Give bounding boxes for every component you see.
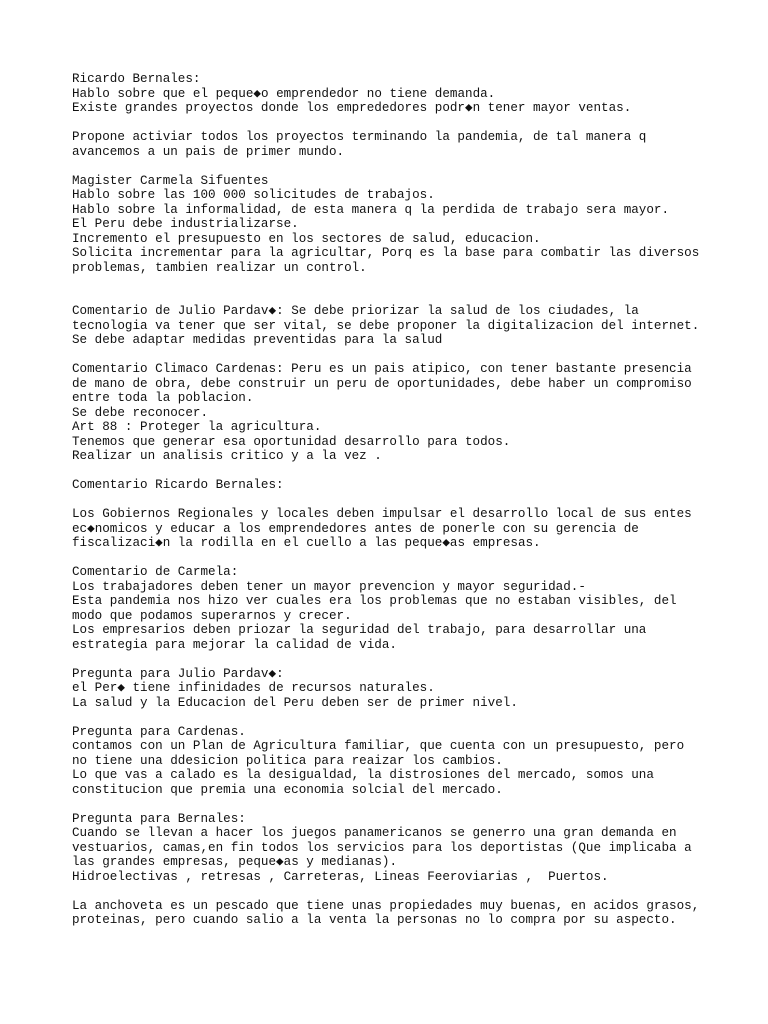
paragraph-ricardo-bernales xyxy=(72,72,712,116)
text-line: Tenemos que generar esa oportunidad desarrollo para todos. xyxy=(72,434,511,449)
document-page xyxy=(72,72,712,942)
text-line: Existe grandes proyectos donde los emprededores podr◆n tener mayor ventas. xyxy=(72,101,632,115)
paragraph-carmela-comment xyxy=(72,565,712,652)
text-line: Propone activiar todos los proyectos terminando la pandemia, de tal manera q xyxy=(72,130,647,144)
text-line: entre toda la poblacion. xyxy=(72,391,254,405)
text-line: Los empresarios deben priozar la seguridad del trabajo, para desarrollar una xyxy=(72,623,647,637)
text-line: de mano de obra, debe construir un peru de oportunidades, debe haber un compromiso xyxy=(72,376,692,391)
text-line: modo que podamos superarnos y crecer. xyxy=(72,608,352,623)
paragraph-gobiernos-regionales xyxy=(72,507,712,551)
text-line: Incremento el presupuesto en los sectores de salud, educacion. xyxy=(72,231,541,246)
text-line: Art 88 : Proteger la agricultura. xyxy=(72,420,322,434)
text-line: Los trabajadores deben tener un mayor prevencion y mayor seguridad.- xyxy=(72,579,586,594)
paragraph-ricardo-bernales-comment-heading xyxy=(72,478,712,493)
text-line: Comentario Ricardo Bernales: xyxy=(72,478,284,492)
paragraph-climaco-cardenas-comment xyxy=(72,362,712,464)
text-line: Pregunta para Cardenas. xyxy=(72,724,246,739)
paragraph-question-cardenas xyxy=(72,725,712,798)
text-line: La anchoveta es un pescado que tiene unas propiedades muy buenas, en acidos grasos, xyxy=(72,898,700,913)
paragraph-question-julio-pardave xyxy=(72,667,712,711)
text-line: ec◆nomicos y educar a los emprendedores antes de ponerle con su gerencia de xyxy=(72,521,639,536)
text-line: Hablo sobre las 100 000 solicitudes de trabajos. xyxy=(72,188,435,202)
text-line: Comentario Climaco Cardenas: Peru es un pais atipico, con tener bastante presencia xyxy=(72,362,692,376)
text-line: Solicita incrementar para la agricultar, Porq es la base para combatir las diversos xyxy=(72,246,700,260)
text-line: Los Gobiernos Regionales y locales deben impulsar el desarrollo local de sus entes xyxy=(72,507,692,521)
text-line: Hablo sobre que el peque◆o emprendedor no tiene demanda. xyxy=(72,86,496,101)
text-line: Ricardo Bernales: xyxy=(72,72,201,86)
text-line: contamos con un Plan de Agricultura familiar, que cuenta con un presupuesto, pero xyxy=(72,739,685,753)
text-line: Hidroelectivas , retresas , Carreteras, Lineas Feeroviarias , Puertos. xyxy=(72,869,609,884)
text-line: vestuarios, camas,en fin todos los servicios para los deportistas (Que implicaba a xyxy=(72,840,692,855)
paragraph-propone xyxy=(72,130,712,159)
text-line: no tiene una ddesicion politica para reaizar los cambios. xyxy=(72,753,503,768)
text-line: estrategia para mejorar la calidad de vida. xyxy=(72,637,397,652)
text-line: La salud y la Educacion del Peru deben ser de primer nivel. xyxy=(72,695,518,710)
text-line: Se debe reconocer. xyxy=(72,405,209,420)
text-line: Cuando se llevan a hacer los juegos panamericanos se generro una gran demanda en xyxy=(72,826,677,840)
text-line: Lo que vas a calado es la desigualdad, la distrosiones del mercado, somos una xyxy=(72,768,654,782)
text-line: Comentario de Julio Pardav◆: Se debe priorizar la salud de los ciudades, la xyxy=(72,304,639,318)
paragraph-anchoveta xyxy=(72,899,712,928)
paragraph-question-bernales xyxy=(72,812,712,885)
text-line: el Per◆ tiene infinidades de recursos naturales. xyxy=(72,681,435,695)
text-line: las grandes empresas, peque◆as y medianas). xyxy=(72,855,397,869)
text-line: El Peru debe industrializarse. xyxy=(72,217,299,231)
text-line: avancemos a un pais de primer mundo. xyxy=(72,144,345,159)
text-line: problemas, tambien realizar un control. xyxy=(72,260,367,275)
text-line: constitucion que premia una economia solcial del mercado. xyxy=(72,782,503,797)
text-line: proteinas, pero cuando salio a la venta la personas no lo compra por su aspecto. xyxy=(72,913,677,927)
paragraph-julio-pardave-comment xyxy=(72,304,712,348)
text-line: Magister Carmela Sifuentes xyxy=(72,173,269,188)
paragraph-carmela-sifuentes xyxy=(72,174,712,276)
text-line: Pregunta para Bernales: xyxy=(72,811,246,826)
text-line: Hablo sobre la informalidad, de esta manera q la perdida de trabajo sera mayor. xyxy=(72,202,670,217)
text-line: tecnologia va tener que ser vital, se debe proponer la digitalizacion del internet. xyxy=(72,318,700,333)
text-line: Esta pandemia nos hizo ver cuales era los problemas que no estaban visibles, del xyxy=(72,594,677,608)
text-line: Pregunta para Julio Pardav◆: xyxy=(72,666,284,681)
text-line: fiscalizaci◆n la rodilla en el cuello a las peque◆as empresas. xyxy=(72,536,541,550)
text-line: Se debe adaptar medidas preventidas para la salud xyxy=(72,333,443,347)
text-line: Realizar un analisis critico y a la vez . xyxy=(72,449,382,463)
text-line: Comentario de Carmela: xyxy=(72,565,239,579)
